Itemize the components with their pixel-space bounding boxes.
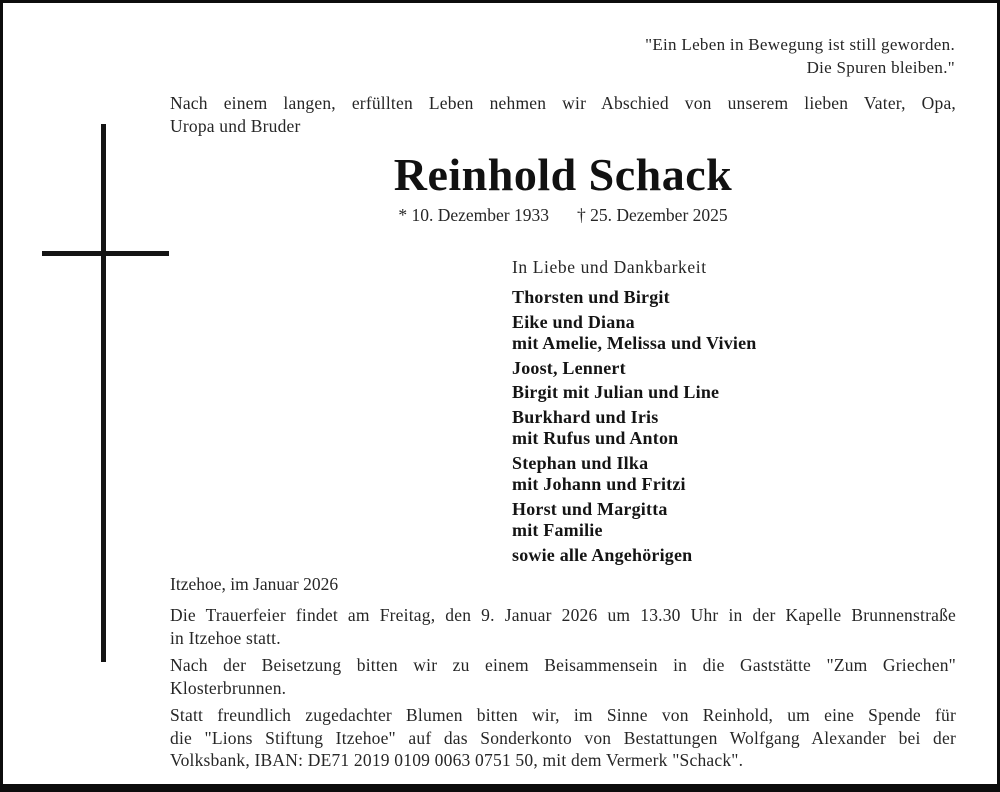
service-info-line-1: Die Trauerfeier findet am Freitag, den 9. Januar 2026 um 13.30 Uhr in der Kapelle Brunnenstraße <box>170 605 956 625</box>
mourner-group <box>512 407 956 450</box>
service-info-line-2: in Itzehoe statt. <box>170 627 281 648</box>
mourner-group <box>512 499 956 542</box>
service-info-paragraph <box>170 604 956 649</box>
cross-horizontal-bar <box>42 251 169 256</box>
mourner-group <box>512 287 956 309</box>
memorial-quote-line-2: Die Spuren bleiben." <box>806 58 955 77</box>
intro-line-1: Nach einem langen, erfüllten Leben nehmen wir Abschied von unserem lieben Vater, Opa, <box>170 93 956 113</box>
mourner-group <box>512 312 956 355</box>
reception-info-line-1: Nach der Beisetzung bitten wir zu einem Beisammensein in die Gaststätte "Zum Griechen" <box>170 655 956 675</box>
mourners-list <box>512 287 956 566</box>
mourner-line: Thorsten und Birgit <box>512 287 670 307</box>
mourner-group <box>512 453 956 496</box>
mourner-line: Burkhard und Iris <box>512 406 659 427</box>
cross-vertical-bar <box>101 124 106 662</box>
death-date: † 25. Dezember 2025 <box>577 205 728 225</box>
mourner-line: sowie alle Angehörigen <box>512 544 693 565</box>
mourner-line: Horst und Margitta <box>512 498 668 519</box>
reception-info-line-2: Klosterbrunnen. <box>170 677 287 698</box>
memorial-quote-line-1: "Ein Leben in Bewegung ist still geworden. <box>645 35 955 54</box>
mourner-line: mit Johann und Fritzi <box>512 474 686 494</box>
mourner-line: Birgit mit Julian und Line <box>512 382 720 402</box>
memorial-quote <box>645 33 955 79</box>
intro-line-2: Uropa und Bruder <box>170 116 301 136</box>
donation-info-line-3: Volksbank, IBAN: DE71 2019 0109 0063 0751 50, mit dem Vermerk "Schack". <box>170 750 744 770</box>
mourner-group <box>512 358 956 380</box>
mourner-line: Stephan und Ilka <box>512 452 649 473</box>
intro-text <box>170 92 956 138</box>
closing-line: In Liebe und Dankbarkeit <box>512 257 707 277</box>
deceased-name: Reinhold Schack <box>393 149 733 200</box>
notice-body <box>170 92 956 772</box>
mourner-group <box>512 545 956 567</box>
birth-date: * 10. Dezember 1933 <box>398 205 549 225</box>
reception-info-paragraph <box>170 654 956 699</box>
mourner-line: Joost, Lennert <box>512 357 626 378</box>
mourner-line: mit Amelie, Melissa und Vivien <box>512 333 757 353</box>
place-date-line: Itzehoe, im Januar 2026 <box>170 574 339 594</box>
donation-info-line-1: Statt freundlich zugedachter Blumen bitten wir, im Sinne von Reinhold, um eine Spende für <box>170 705 956 725</box>
life-dates <box>170 204 956 226</box>
mourner-line: Eike und Diana <box>512 311 635 332</box>
mourner-line: mit Familie <box>512 520 603 540</box>
mourner-line: mit Rufus und Anton <box>512 428 679 448</box>
mourner-group <box>512 382 956 404</box>
donation-info-line-2: die "Lions Stiftung Itzehoe" auf das Sonderkonto von Bestattungen Wolfgang Alexander bei der <box>170 727 956 748</box>
donation-info-paragraph <box>170 704 956 772</box>
